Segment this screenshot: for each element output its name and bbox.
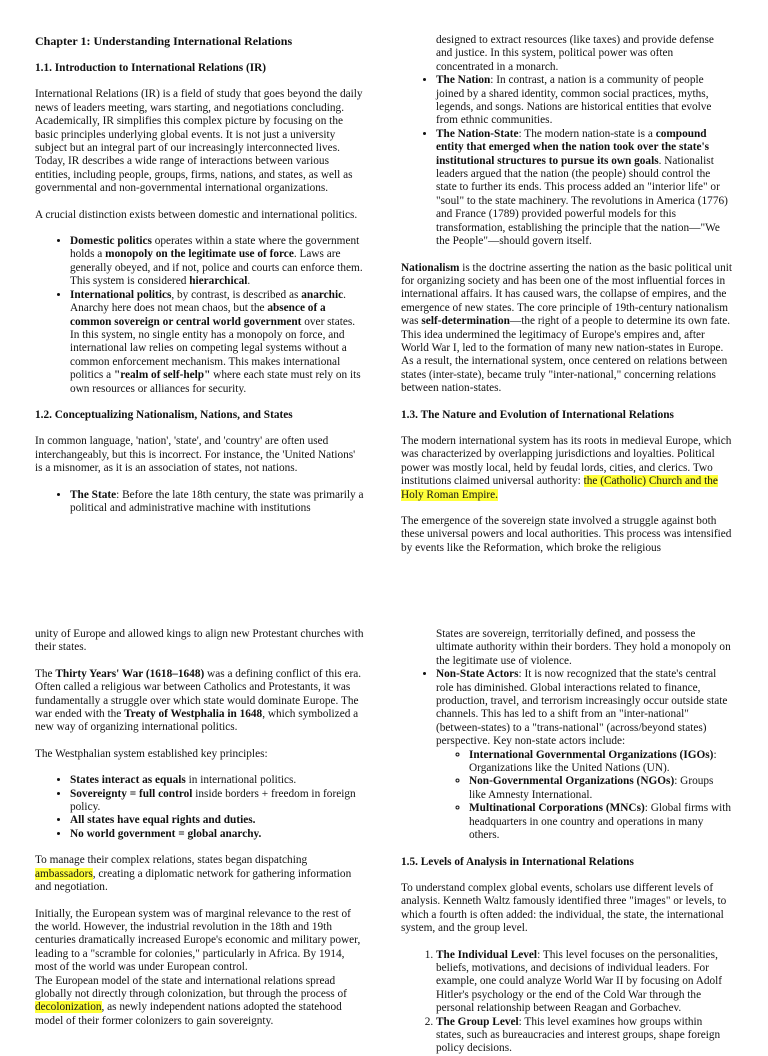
list-item: ◦ Multinational Corporations (MNCs): Global firms with headquarters in one country and operations in many others.	[469, 802, 732, 842]
paragraph-ambassadors: To manage their complex relations, states began dispatching ambassadors, creating a diplomatic network for gathering information and negotiation.	[35, 854, 352, 894]
section-heading-1-1: 1.1. Introduction to International Relations (IR)	[35, 62, 267, 74]
list-item-international-politics: • International politics, by contrast, is described as anarchic. Anarchy here does not mean chaos, but the absence of a common sovereign or central world government over states. In this system, no single entity has a monopoly on force, and international law relies on competing legal systems without a common enforcement mechanism. This makes international politics a "realm of self-help" where each state must rely on its own resources or alliances for security.	[70, 289, 365, 396]
list-item: ◦ Non-Governmental Organizations (NGOs): Groups like Amnesty International.	[469, 775, 732, 802]
page-column-2	[401, 34, 732, 559]
list-item: • States interact as equals in international politics.	[70, 774, 365, 787]
nation-list	[401, 74, 732, 248]
state-list	[35, 489, 365, 516]
list-item-the-nation-state: • The Nation-State: The modern nation-state is a compound entity that emerged when the nation took over the state's institutional structures to pursue its own goals. Nationalist leaders argued that the nation (the people) should control the state to further its ends. This process added an "interior life" or "soul" to the state machinery. The revolutions in America (1776) and France (1789) provided powerful models for this transformation, establishing the principle that the nation—"We the People"—should govern itself.	[436, 128, 732, 249]
paragraph-medieval-europe: The modern international system has its roots in medieval Europe, which was characterized by overlapping jurisdictions and loyalties. Political power was mostly local, held by feudal lords, cities, and clerics. Two institutions claimed universal authority: the (Catholic) Church and the Holy Roman Empire.	[401, 434, 732, 501]
paragraph-continued: unity of Europe and allowed kings to align new Protestant churches with their states.	[35, 628, 364, 654]
highlight-church-empire: the (Catholic) Church and the Holy Roman Empire.	[401, 475, 718, 501]
section-heading-1-3: 1.3. The Nature and Evolution of International Relations	[401, 408, 674, 421]
section-heading-1-2: 1.2. Conceptualizing Nationalism, Nations, and States	[35, 408, 293, 421]
list-item: • All states have equal rights and duties.	[70, 814, 365, 827]
paragraph-thirty-years-war: The Thirty Years' War (1618–1648) was a defining conflict of this era. Often called a religious war between Catholics and Protestants, it was fundamentally a struggle over which state would dominate Europe. The war ended with the Treaty of Westphalia in 1648, which symbolized a new way of organizing international politics.	[35, 667, 362, 734]
paragraph-sovereign-state: The emergence of the sovereign state involved a struggle against both these universal powers and local authorities. This process was intensified by events like the Reformation, which broke the religious	[401, 515, 732, 554]
list-item-domestic-politics: • Domestic politics operates within a state where the government holds a monopoly on the legitimate use of force. Laws are generally obeyed, and if not, police and courts can enforce them. This system is considered hierarchical.	[70, 235, 365, 289]
list-item-group-level: 2. The Group Level: This level examines how groups within states, such as bureaucracies and interest groups, shape foreign policy decisions.	[436, 1016, 732, 1056]
list-item-states-continued: States are sovereign, territorially defined, and possess the ultimate authority within their borders. They hold a monopoly on the legitimate use of violence.	[436, 628, 731, 667]
actors-list	[401, 668, 732, 842]
page-column-3	[35, 628, 365, 1027]
list-item-the-nation: • The Nation: In contrast, a nation is a community of people joined by a shared identity, common social practices, myths, legends, and songs. Nations are historical entities that evolve from ethnic communities.	[436, 74, 732, 128]
section-heading-1-5: 1.5. Levels of Analysis in International Relations	[401, 855, 634, 868]
highlight-decolonization: decolonization	[35, 1001, 102, 1014]
list-item-individual-level: 1. The Individual Level: This level focuses on the personalities, beliefs, motivations, and decisions of individual leaders. For example, one could analyze World War II by focusing on Adolf Hitler's psychology or the end of the Cold War through the personal relationship between Reagan and Gorbachev.	[436, 949, 732, 1016]
list-item: • No world government = global anarchy.	[70, 828, 365, 841]
westphalian-principles-list	[35, 774, 365, 841]
page-column-4	[401, 628, 732, 1055]
list-item: ◦ International Governmental Organizations (IGOs): Organizations like the United Nations (UN).	[469, 749, 732, 776]
paragraph-domestic-international: A crucial distinction exists between domestic and international politics.	[35, 208, 358, 221]
paragraph-westphalia-intro: The Westphalian system established key principles:	[35, 747, 268, 760]
highlight-ambassadors: ambassadors	[35, 867, 93, 880]
list-item-the-state: • The State: Before the late 18th century, the state was primarily a political and administrative machine with institutions	[70, 489, 365, 516]
non-state-actors-sublist	[436, 749, 732, 843]
list-item-the-state-continued: designed to extract resources (like taxes) and provide defense and justice. In this system, political power was often concentrated in a monarch.	[436, 34, 714, 73]
paragraph-european-model: The European model of the state and international relations spread globally not directly through colonization, but through the process of decolonization, as newly independent nations adopted the statehood model of their former colonizers to gain sovereignty.	[35, 974, 347, 1027]
paragraph-levels-intro: To understand complex global events, scholars use different levels of analysis. Kenneth Waltz famously identified three "images" or levels, to which a fourth is often added: the individual, the state, the international system, and the group level.	[401, 881, 727, 935]
paragraph-ir-intro: International Relations (IR) is a field of study that goes beyond the daily news of leaders meeting, wars starting, and negotiations concluding. Academically, IR simplifies this complex picture by focusing on the basic principles underlying global events. It is not just a university subject but an integral part of our increasingly interconnected lives. Today, IR describes a wide range of interactions between various entities, including people, groups, firms, nations, and states, as well as governmental and non-governmental international organizations.	[35, 88, 363, 195]
paragraph-nation-state-usage: In common language, 'nation', 'state', and 'country' are often used interchangeably, but this is incorrect. For instance, the 'United Nations' is a misnomer, as it is an association of states, not nations.	[35, 435, 356, 475]
chapter-title: Chapter 1: Understanding International Relations	[35, 34, 293, 48]
paragraph-european-system: Initially, the European system was of marginal relevance to the rest of the world. However, the industrial revolution in the 18th and 19th centuries dramatically increased Europe's economic and military power, leading to a "scramble for colonies," particularly in Africa. By 1914, most of the world was under European control.	[35, 907, 361, 974]
list-item: • Sovereignty = full control inside borders + freedom in foreign policy.	[70, 788, 365, 815]
paragraph-nationalism: Nationalism is the doctrine asserting the nation as the basic political unit for organizing society and has been one of the most influential forces in international affairs. It has caused wars, the collapse of empires, and the emergence of new states. The core principle of 19th-century nationalism was self-determination—the right of a people to determine its own fate. This idea undermined the legitimacy of Europe's empires and, after World War I, led to the formation of many new nation-states in Europe. As a result, the international system, once centered on relations between states (inter-state), became truly "inter-national," concerning relations between nation-states.	[401, 261, 733, 395]
list-item-non-state-actors: • Non-State Actors: It is now recognized that the state's central role has diminished. Global interactions related to finance, production, travel, and terrorism increasingly occur outside state channels. This has led to a shift from an "inter-national" (between-states) to a "trans-national" (across/beyond states) perspective. Key non-state actors include: ◦ International Governmental Organizations (IGOs): Organizations like the United Nations (UN). ◦ Non-Governmental Organizations (NGOs): Groups like Amnesty International. ◦ Multinational Corporations (MNCs): Global firms with headquarters in one country and operations in many others.	[436, 668, 732, 842]
levels-of-analysis-list	[401, 949, 732, 1056]
page-column-1	[35, 34, 365, 559]
politics-list	[35, 235, 365, 396]
